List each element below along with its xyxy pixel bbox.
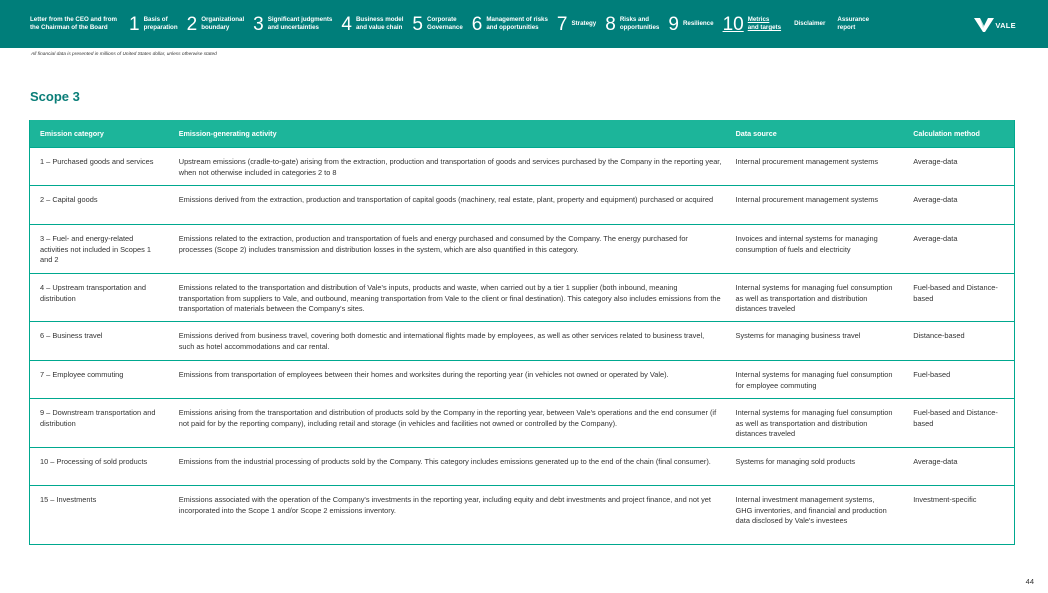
nav-business-model[interactable]	[341, 15, 403, 34]
cell-activity: Emissions related to the extraction, production and transportation of fuels and energy purchased and consumed by the Company. The energy purchased for processes (Scope 2) includes transmission and distribution losses in the system, which are also quantified in this category.	[178, 234, 688, 254]
page-number: 44	[1025, 577, 1034, 586]
nav-disclaimer[interactable]	[794, 20, 825, 28]
table-row	[30, 147, 1014, 185]
header-calculation-method: Calculation method	[913, 129, 980, 138]
nav-number: 10	[722, 13, 744, 35]
cell-data-source: Internal systems for managing fuel consumption for employee commuting	[735, 370, 893, 390]
nav-number: 1	[128, 13, 140, 35]
cell-data-source: Internal procurement management systems	[735, 157, 879, 166]
vale-logo-icon	[974, 17, 994, 33]
nav-label: Corporate Governance	[427, 15, 463, 31]
nav-significant-judgments[interactable]	[253, 15, 332, 34]
cell-category: 2 – Capital goods	[40, 195, 98, 204]
cell-method: Fuel-based and Distance-based	[913, 408, 998, 428]
cell-data-source: Internal procurement management systems	[735, 195, 879, 204]
cell-category: 6 – Business travel	[40, 331, 103, 340]
cell-data-source: Systems for managing business travel	[735, 331, 861, 340]
cell-category: 10 – Processing of sold products	[40, 457, 148, 466]
nav-label: Basis of preparation	[143, 15, 178, 31]
cell-category: 7 – Employee commuting	[40, 370, 124, 379]
nav-corporate-governance[interactable]	[412, 15, 462, 34]
nav-organizational-boundary[interactable]	[187, 15, 245, 34]
cell-method: Average-data	[913, 195, 958, 204]
nav-resilience[interactable]	[668, 15, 713, 34]
table-row	[30, 360, 1014, 398]
cell-method: Fuel-based and Distance-based	[913, 283, 998, 303]
cell-data-source: Internal systems for managing fuel consumption as well as transportation and distribution distances traveled	[735, 283, 893, 314]
nav-number: 8	[605, 13, 616, 35]
cell-category: 9 – Downstream transportation and distribution	[40, 408, 156, 428]
table-row	[30, 185, 1014, 224]
nav-label: Metrics and targets	[747, 15, 782, 31]
header-emission-category: Emission category	[40, 129, 104, 138]
table-row	[30, 273, 1014, 321]
table-row	[30, 224, 1014, 273]
nav-label: Business model and value chain	[355, 15, 404, 31]
financial-data-note: All financial data is presented in millions of United States dollar, unless otherwise stated	[31, 52, 217, 57]
nav-label: Resilience	[682, 19, 714, 27]
cell-activity: Emissions derived from the extraction, production and transportation of capital goods (machinery, real estate, plant, property and equipment) purchased or acquired	[178, 195, 714, 204]
table-row	[30, 485, 1014, 544]
nav-number: 3	[253, 13, 264, 35]
cell-activity: Upstream emissions (cradle-to-gate) arising from the extraction, production and transportation of goods and services purchased by the Company in the reporting year, when not otherwise included in categories 2 to 8	[178, 157, 722, 177]
cell-category: 3 – Fuel- and energy-related activities not included in Scopes 1 and 2	[40, 234, 151, 265]
cell-method: Investment-specific	[913, 495, 977, 504]
cell-method: Average-data	[913, 457, 958, 466]
cell-activity: Emissions arising from the transportation and distribution of products sold by the Company in the reporting year, between Vale's operations and the end consumer (if not paid for by the reporting company), including retail and storage (in vehicles and facilities not owned or controlled by the Company).	[178, 408, 717, 428]
cell-activity: Emissions from transportation of employees between their homes and worksites during the reporting year (in vehicles not owned or operated by Vale).	[178, 370, 669, 379]
nav-number: 6	[471, 13, 483, 35]
table-header	[30, 120, 1014, 147]
nav-strategy[interactable]	[557, 15, 596, 34]
nav-label: Letter from the CEO and from the Chairman of the Board	[30, 15, 117, 31]
nav-label: Organizational boundary	[201, 15, 245, 31]
nav-letter-ceo[interactable]	[30, 16, 117, 32]
nav-basis-of-preparation[interactable]	[129, 15, 178, 34]
section-title: Scope 3	[30, 89, 80, 104]
nav-number: 5	[412, 13, 423, 35]
nav-risks-and-opportunities[interactable]	[605, 15, 659, 34]
cell-category: 15 – Investments	[40, 495, 97, 504]
nav-management-of-risks[interactable]	[472, 15, 548, 34]
cell-data-source: Invoices and internal systems for managing consumption of fuels and electricity	[735, 234, 878, 254]
scope3-table	[29, 120, 1015, 545]
header-data-source: Data source	[735, 129, 777, 138]
cell-data-source: Internal systems for managing fuel consumption as well as transportation and distribution distances traveled	[735, 408, 893, 439]
cell-data-source: Internal investment management systems, GHG inventories, and financial and production data disclosed by Vale's investees	[735, 495, 887, 526]
nav-number: 4	[341, 13, 352, 35]
table-row	[30, 321, 1014, 360]
nav-metrics-and-targets[interactable]	[723, 15, 782, 34]
top-navigation-bar	[0, 0, 1048, 48]
header-emission-activity: Emission-generating activity	[178, 129, 277, 138]
nav-label: Strategy	[571, 19, 597, 27]
nav-assurance-report[interactable]	[837, 16, 869, 32]
cell-activity: Emissions from the industrial processing of products sold by the Company. This category includes emissions generated up to the end of the chain (final consumer).	[178, 457, 711, 466]
nav-label: Management of risks and opportunities	[486, 15, 548, 31]
cell-data-source: Systems for managing sold products	[735, 457, 856, 466]
cell-method: Average-data	[913, 157, 958, 166]
cell-category: 4 – Upstream transportation and distribution	[40, 283, 146, 303]
cell-activity: Emissions related to the transportation and distribution of Vale's inputs, products and waste, when carried out by a tier 1 supplier (both inbound, meaning transportation from suppliers to Vale, and outbound, meaning transportation from Vale to the client or final destination). This category also includes emissions from the transportation of materials between the Company's sites.	[178, 283, 721, 314]
nav-number: 7	[556, 13, 568, 35]
cell-method: Average-data	[913, 234, 958, 243]
cell-method: Fuel-based	[913, 370, 951, 379]
vale-logo[interactable]	[974, 17, 1016, 33]
nav-number: 2	[186, 13, 198, 35]
cell-method: Distance-based	[913, 331, 965, 340]
nav-label: Significant judgments and uncertainties	[267, 15, 333, 31]
cell-category: 1 – Purchased goods and services	[40, 157, 154, 166]
nav-label: Assurance report	[837, 15, 870, 31]
nav-number: 9	[668, 13, 679, 35]
nav-label: Risks and opportunities	[619, 15, 660, 31]
logo-text: VALE	[995, 20, 1016, 30]
nav-label: Disclaimer	[794, 19, 826, 27]
cell-activity: Emissions associated with the operation of the Company's investments in the reporting year, including equity and debt investments and project finance, and not yet incorporated into the Scope 1 and/or Scope 2 emissions inventory.	[178, 495, 711, 515]
cell-activity: Emissions derived from business travel, covering both domestic and international flights made by employees, as well as other services related to business travel, such as hotel accommodations and car rental.	[178, 331, 705, 351]
table-row	[30, 398, 1014, 447]
table-row	[30, 447, 1014, 485]
